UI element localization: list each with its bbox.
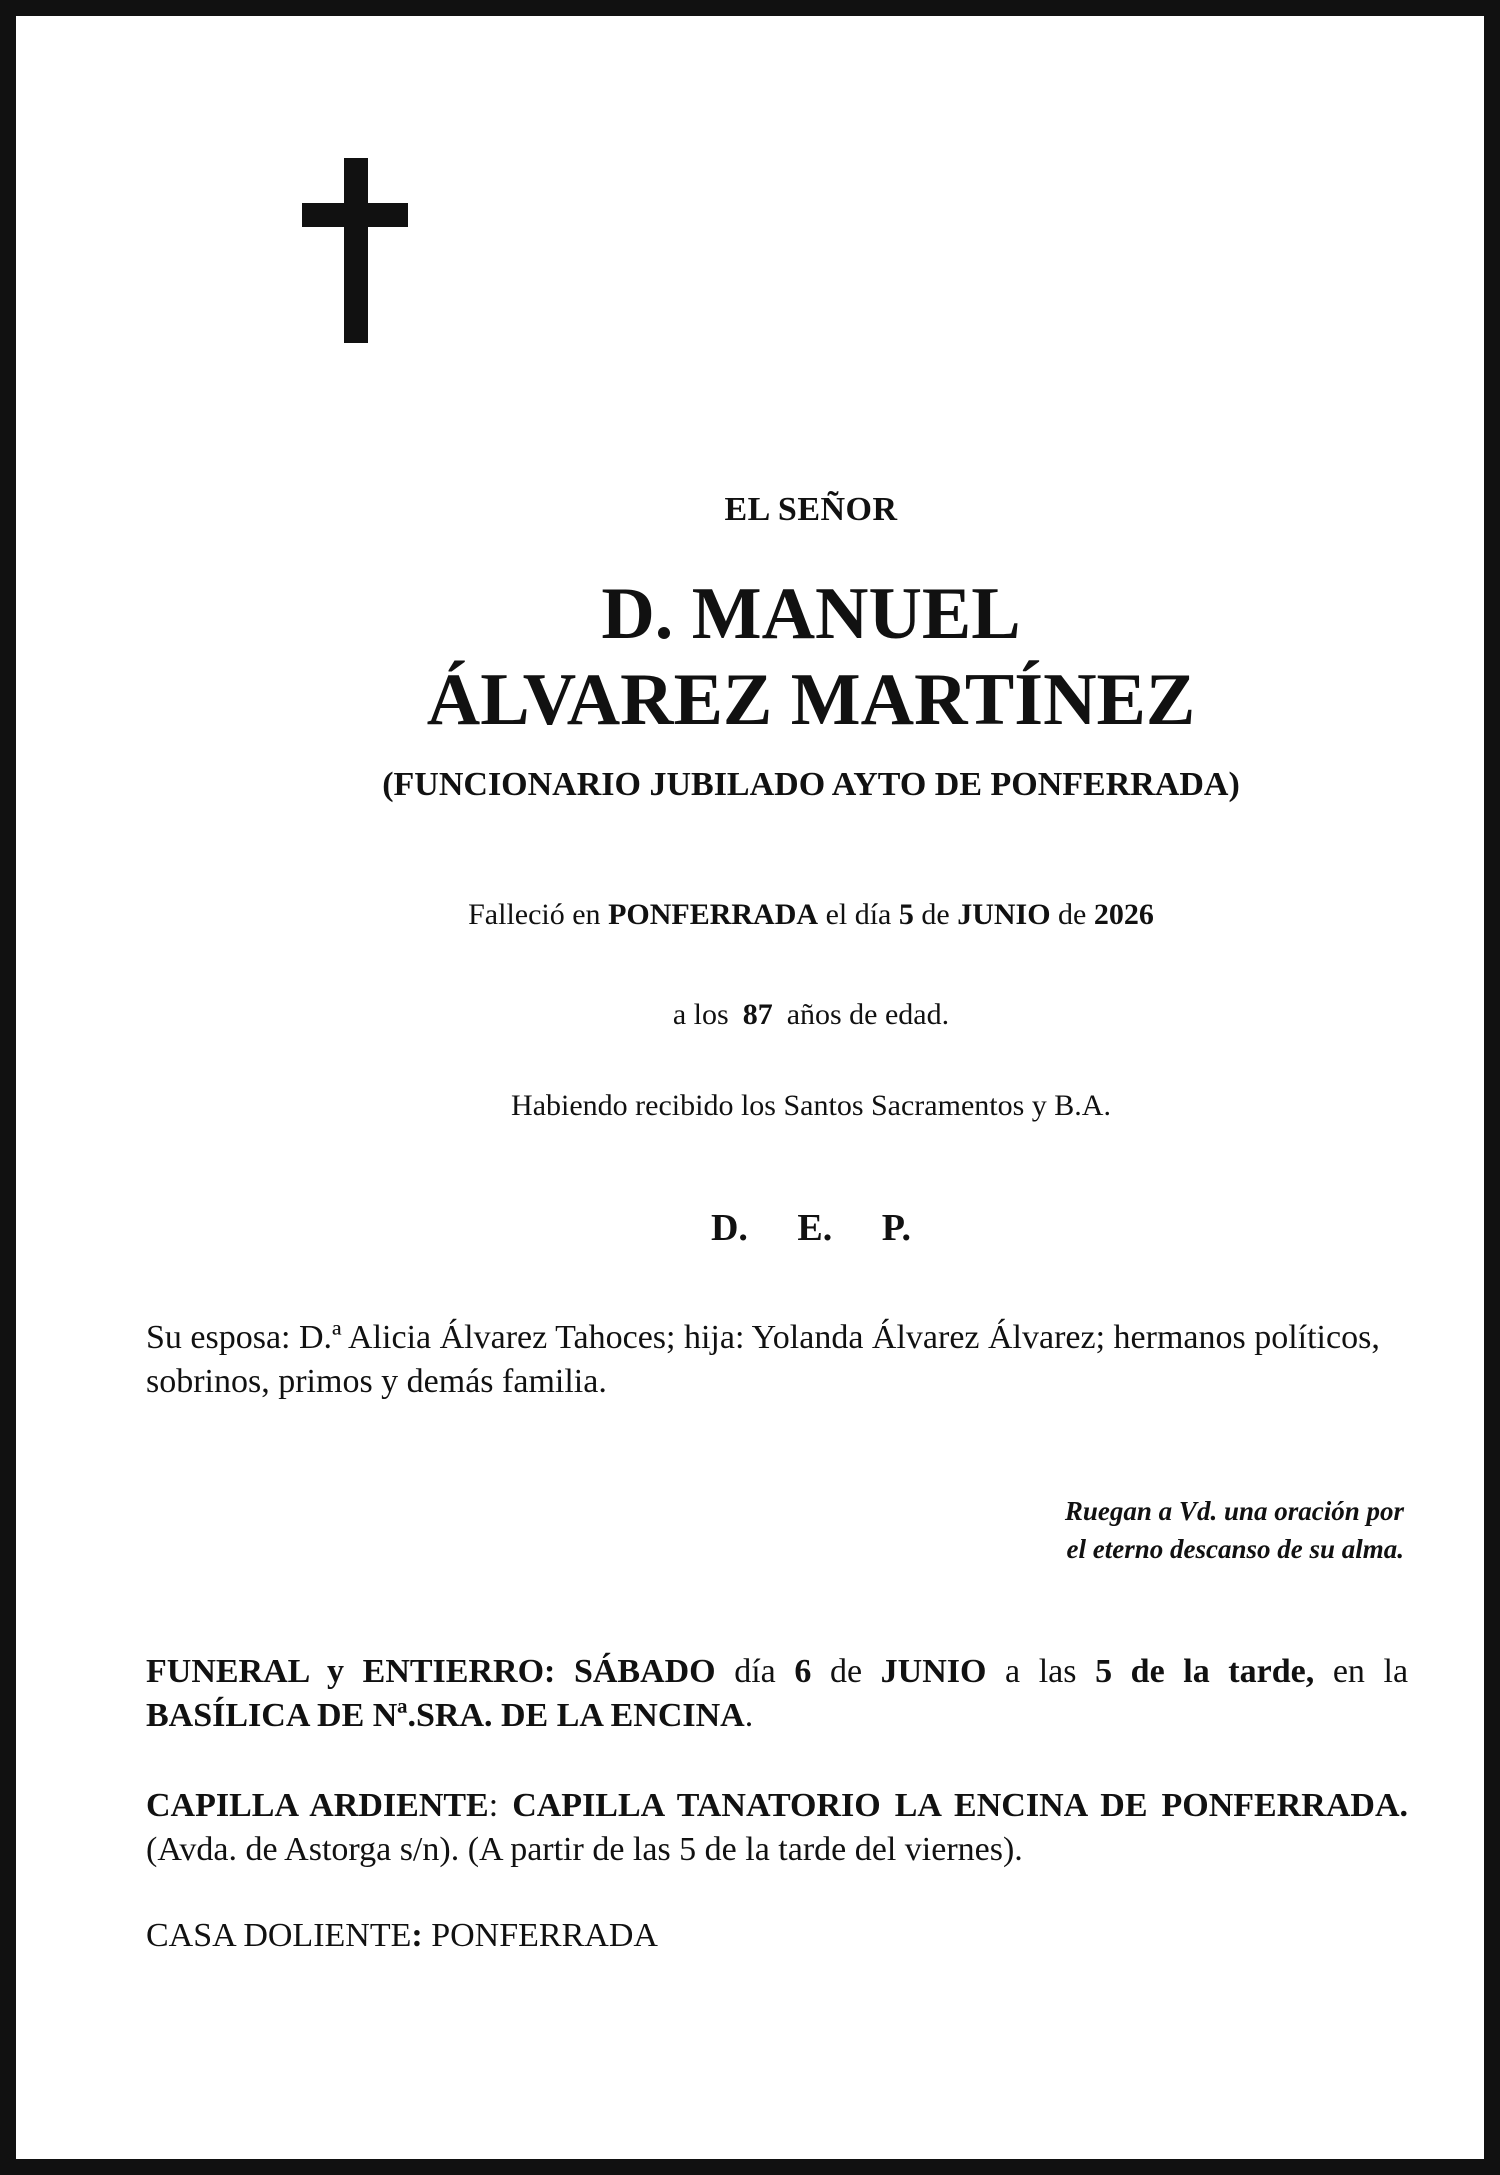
chapel-info: CAPILLA ARDIENTE: CAPILLA TANATORIO LA ENCINA DE PONFERRADA. (Avda. de Astorga s/n). (A partir de las 5 de la tarde del viernes).: [146, 1787, 1408, 1868]
mourning-house: CASA DOLIENTE: PONFERRADA: [146, 1917, 658, 1954]
funeral-info: FUNERAL y ENTIERRO: SÁBADO día 6 de JUNIO a las 5 de la tarde, en la BASÍLICA DE Nª.SRA. DE LA ENCINA.: [146, 1653, 1409, 1734]
family-text: Su esposa: D.ª Alicia Álvarez Tahoces; hija: Yolanda Álvarez Álvarez; hermanos políticos, sobrinos, primos y demás familia.: [146, 1319, 1380, 1400]
prayer-request: Ruegan a Vd. una oración por el eterno descanso de su alma.: [1064, 1496, 1404, 1564]
deceased-name: [146, 571, 1476, 743]
sacraments-text: Habiendo recibido los Santos Sacramentos y B.A.: [511, 1089, 1111, 1122]
age-info: a los 87 años de edad.: [672, 998, 950, 1031]
name-line-1: D. MANUEL: [601, 573, 1021, 655]
death-place: PONFERRADA: [608, 898, 819, 931]
occupation: (FUNCIONARIO JUBILADO AYTO DE PONFERRADA): [382, 766, 1240, 803]
dep-heading: D. E. P.: [710, 1207, 911, 1249]
honorific: EL SEÑOR: [724, 491, 898, 528]
death-year: 2026: [1093, 898, 1154, 931]
death-day: 5: [898, 898, 914, 931]
age-value: 87: [742, 998, 773, 1031]
cross-icon: [302, 158, 408, 343]
death-month: JUNIO: [957, 898, 1051, 931]
name-line-2: ÁLVAREZ MARTÍNEZ: [426, 659, 1196, 741]
death-info: Falleció en PONFERRADA el día 5 de JUNIO de 2026: [468, 898, 1154, 931]
